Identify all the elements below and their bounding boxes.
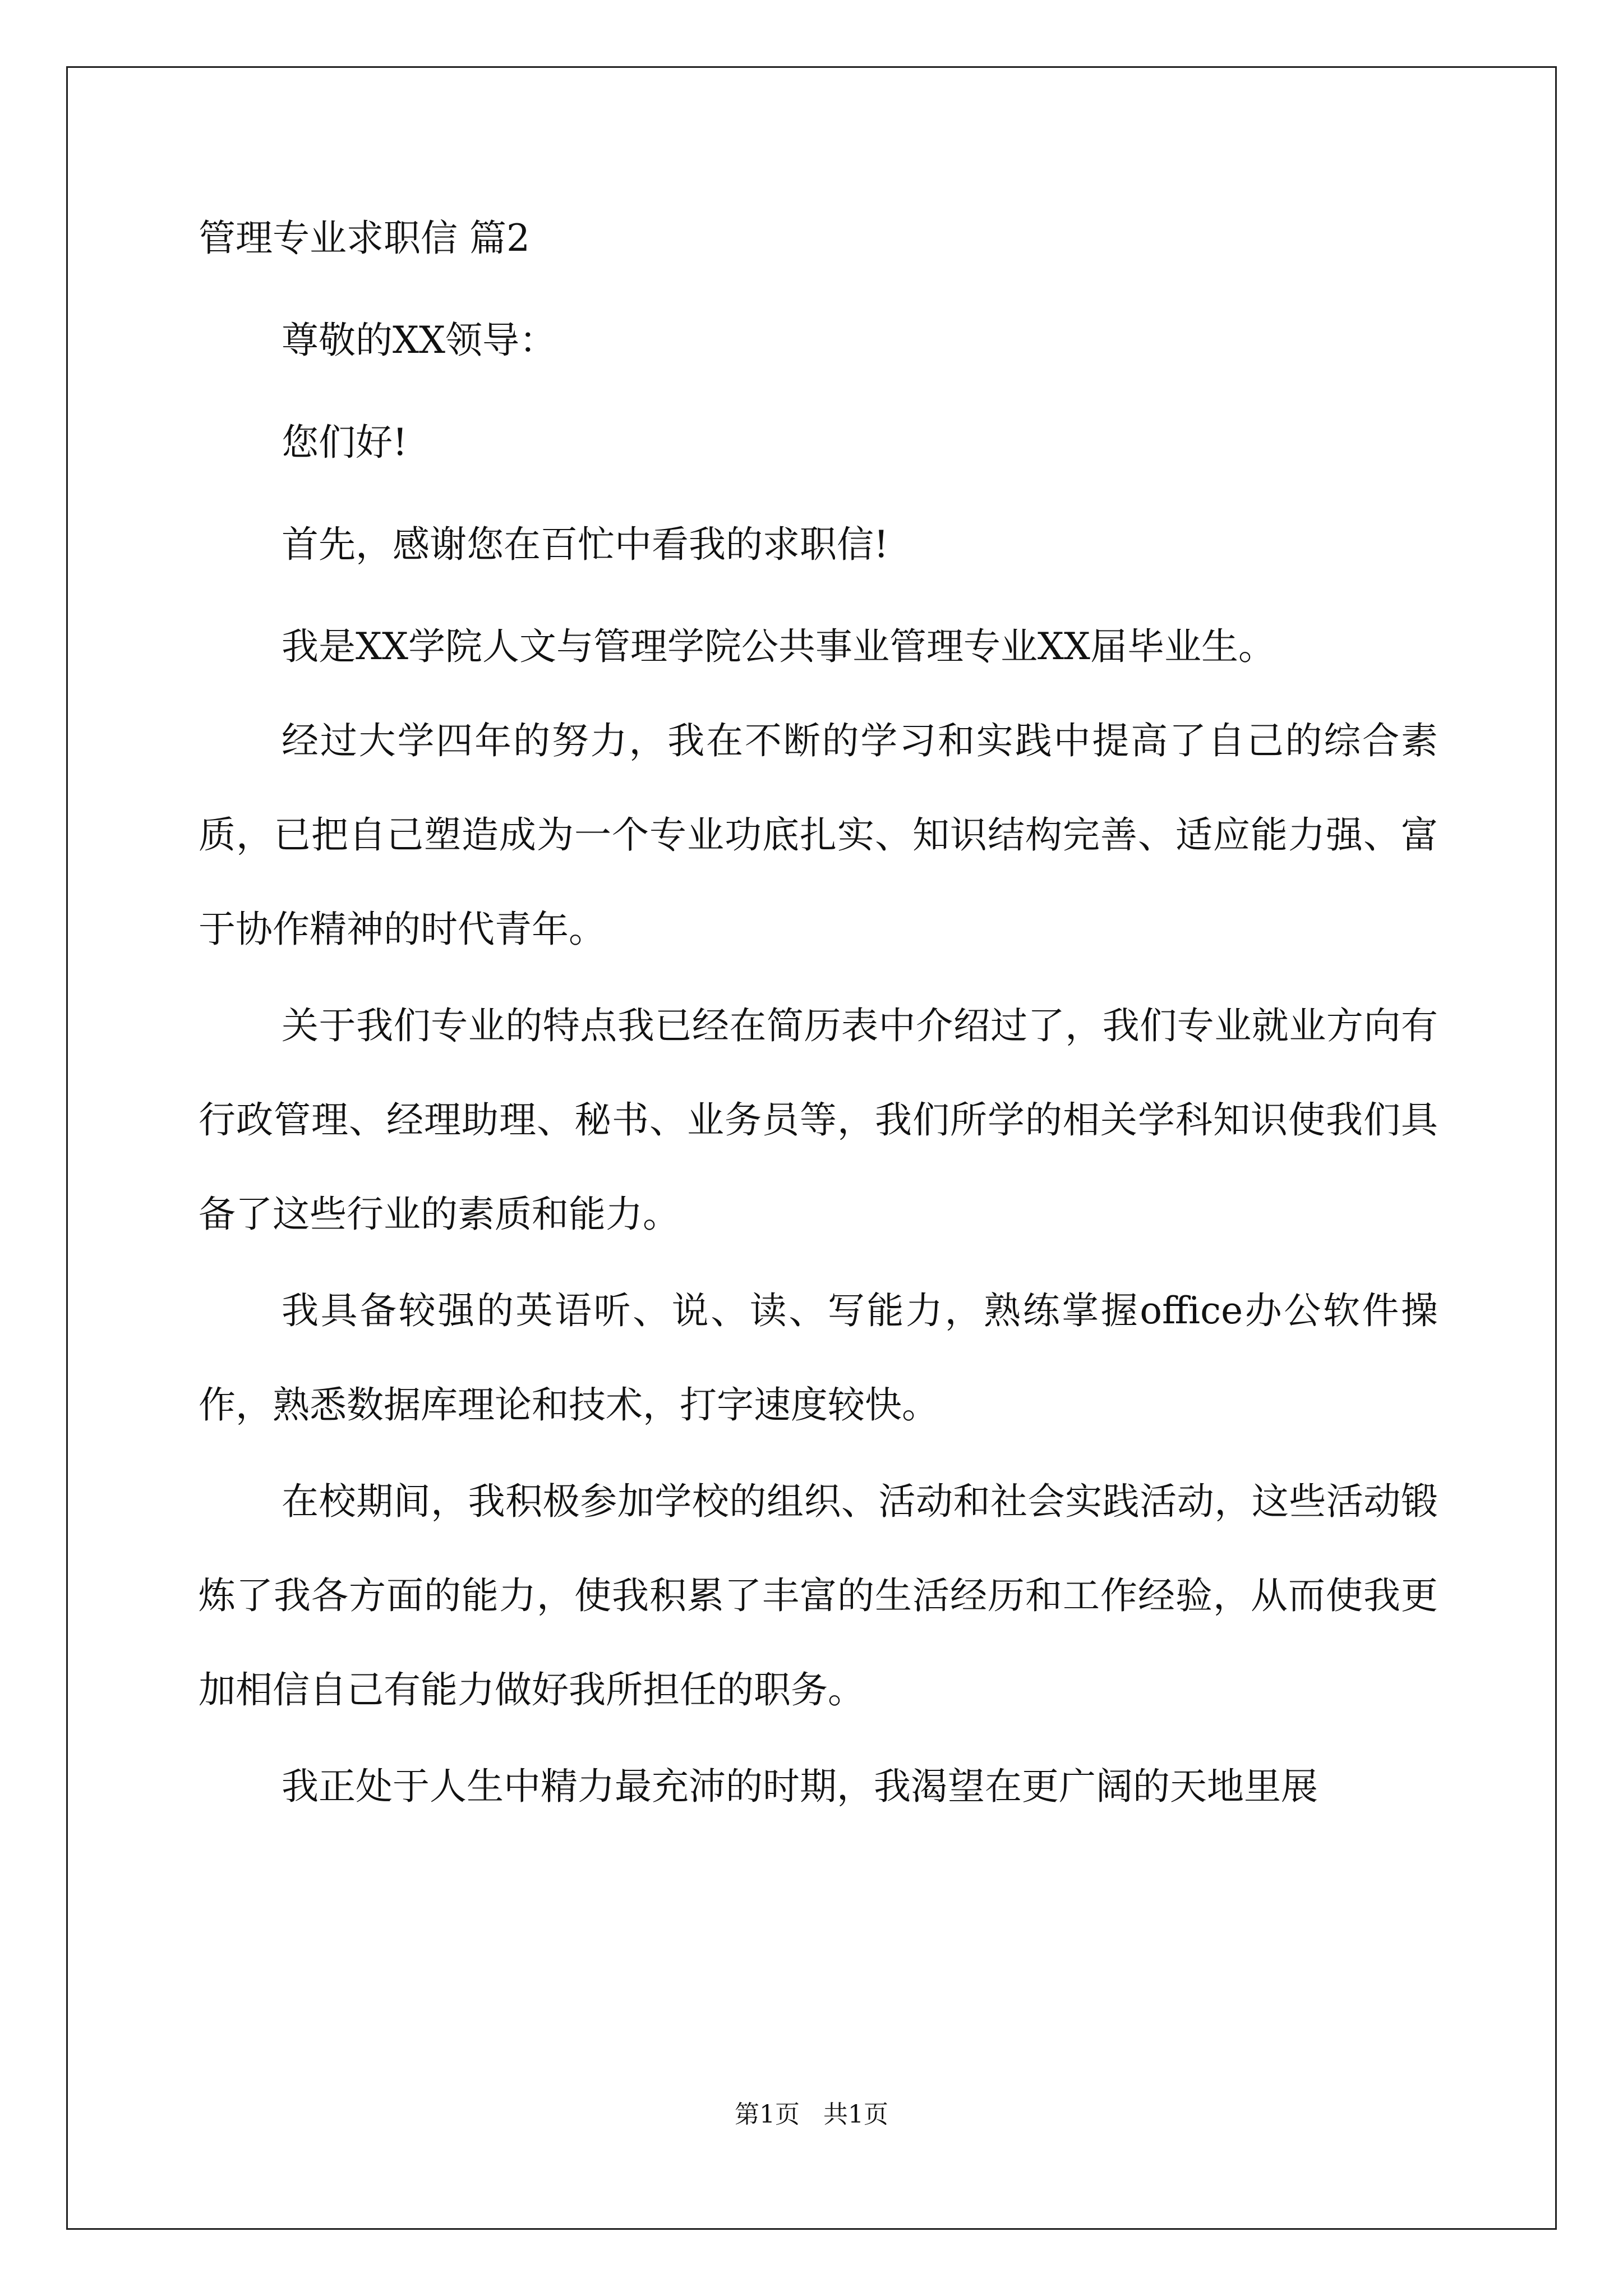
page-footer: 第1页 共1页 — [735, 2100, 888, 2129]
paragraph: 我具备较强的英语听、说、读、写能力，熟练掌握office办公软件操作，熟悉数据库理论和技术，打字速度较快。 — [199, 1289, 1438, 1427]
paragraph: 我是XX学院人文与管理学院公共事业管理专业XX届毕业生。 — [282, 625, 1275, 668]
paragraph: 经过大学四年的努力，我在不断的学习和实践中提高了自己的综合素质，已把自己塑造成为一个专业功底扎实、知识结构完善、适应能力强、富于协作精神的时代青年。 — [199, 719, 1438, 951]
letter-body — [199, 213, 1438, 1834]
salutation: 尊敬的XX领导： — [282, 319, 556, 362]
paragraph: 首先，感谢您在百忙中看我的求职信! — [282, 523, 889, 566]
document-title: 管理专业求职信 篇2 — [199, 217, 530, 260]
paragraph: 我正处于人生中精力最充沛的时期，我渴望在更广阔的天地里展 — [282, 1765, 1318, 1808]
paragraph: 关于我们专业的特点我已经在简历表中介绍过了，我们专业就业方向有行政管理、经理助理、秘书、业务员等，我们所学的相关学科知识使我们具备了这些行业的素质和能力。 — [199, 1004, 1438, 1236]
paragraph: 在校期间，我积极参加学校的组织、活动和社会实践活动，这些活动锻炼了我各方面的能力，使我积累了丰富的生活经历和工作经验，从而使我更加相信自己有能力做好我所担任的职务。 — [199, 1480, 1438, 1711]
greeting: 您们好! — [282, 421, 408, 464]
